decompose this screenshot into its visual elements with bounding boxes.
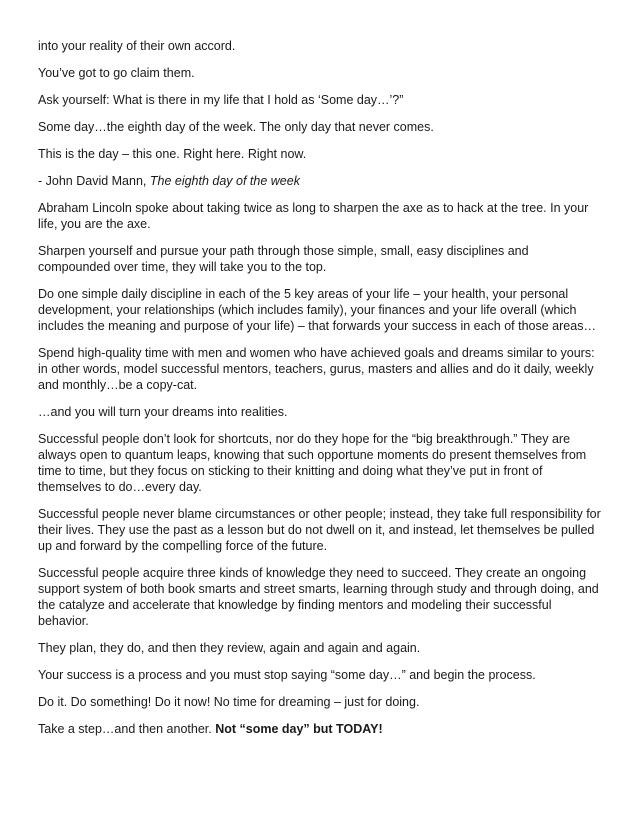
closing-bold: Not “some day” but TODAY! <box>215 722 383 736</box>
paragraph-8: Do one simple daily discipline in each of the 5 key areas of your life – your health, your personal development, your relationships (which includes family), your finances and your life overall (which includes the meaning and purpose of your life) – that forwards your success in each of those areas… <box>38 287 596 333</box>
paragraph-10: …and you will turn your dreams into realities. <box>38 405 288 419</box>
paragraph-12: Successful people never blame circumstances or other people; instead, they take full responsibility for their lives. They use the past as a lesson but do not dwell on it, and instead, let themselves be pulled up and forward by the compelling force of the future. <box>38 507 601 553</box>
citation <box>38 173 604 189</box>
closing-line <box>38 721 604 737</box>
citation-author: - John David Mann, <box>38 174 150 188</box>
paragraph-16: Do it. Do something! Do it now! No time for dreaming – just for doing. <box>38 695 420 709</box>
closing-normal: Take a step…and then another. <box>38 722 216 736</box>
paragraph-1: into your reality of their own accord. <box>38 39 236 53</box>
paragraph-13: Successful people acquire three kinds of knowledge they need to succeed. They create an ongoing support system of both book smarts and street smarts, learning through study and through doing, and the catalyze and accelerate that knowledge by finding mentors and modeling their successful behavior. <box>38 566 599 628</box>
paragraph-15: Your success is a process and you must stop saying “some day…” and begin the process. <box>38 668 536 682</box>
paragraph-3: Ask yourself: What is there in my life that I hold as ‘Some day…’?” <box>38 93 404 107</box>
paragraph-6: Abraham Lincoln spoke about taking twice as long to sharpen the axe as to hack at the tree. In your life, you are the axe. <box>38 201 589 231</box>
paragraph-14: They plan, they do, and then they review, again and again and again. <box>38 641 421 655</box>
paragraph-2: You’ve got to go claim them. <box>38 66 195 80</box>
paragraph-11: Successful people don’t look for shortcuts, nor do they hope for the “big breakthrough.” They are always open to quantum leaps, knowing that such opportune moments do present themselves from time to time, but they focus on sticking to their knitting and doing what they’ve put in front of themselves to do…every day. <box>38 432 587 494</box>
paragraph-7: Sharpen yourself and pursue your path through those simple, small, easy disciplines and compounded over time, they will take you to the top. <box>38 244 529 274</box>
citation-title: The eighth day of the week <box>149 174 300 188</box>
paragraph-4: Some day…the eighth day of the week. The only day that never comes. <box>38 120 434 134</box>
document-page <box>38 38 604 748</box>
paragraph-9: Spend high-quality time with men and women who have achieved goals and dreams similar to yours: in other words, model successful mentors, teachers, gurus, masters and allies and do it daily, weekly and monthly…be a copy-cat. <box>38 346 595 392</box>
paragraph-5: This is the day – this one. Right here. Right now. <box>38 147 307 161</box>
